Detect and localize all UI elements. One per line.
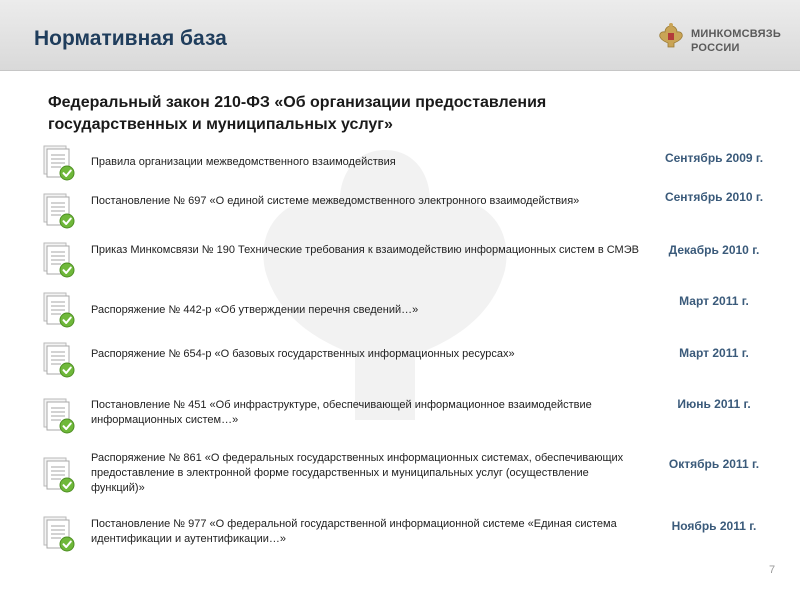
approved-document-icon <box>42 242 76 278</box>
document-title: Распоряжение № 861 «О федеральных государственных информационных системах, обеспечивающих предоставление в электронной форме государственных и муниципальных услуг (осуществление функций)» <box>91 452 624 494</box>
approved-document-icon <box>42 457 76 493</box>
header-bar <box>0 0 800 71</box>
approved-document-icon <box>42 145 76 181</box>
law-heading: Федеральный закон 210-ФЗ «Об организации предоставления государственных и муниципальных услуг» <box>48 94 547 133</box>
document-date: Март 2011 г. <box>679 346 749 360</box>
document-date: Октябрь 2011 г. <box>668 457 760 471</box>
document-date: Ноябрь 2011 г. <box>671 519 757 533</box>
approved-document-icon <box>42 398 76 434</box>
ministry-logo <box>657 22 781 62</box>
document-title: Постановление № 451 «Об инфраструктуре, обеспечивающей информационное взаимодействие информационных систем…» <box>91 399 592 426</box>
document-date: Сентябрь 2010 г. <box>664 190 764 204</box>
document-date: Декабрь 2010 г. <box>668 243 760 257</box>
document-date: Март 2011 г. <box>679 294 749 308</box>
document-title: Распоряжение № 442-р «Об утверждении перечня сведений…» <box>91 304 419 316</box>
page-number: 7 <box>769 564 776 576</box>
logo-line-1: МИНКОМСВЯЗЬ <box>691 28 781 40</box>
approved-document-icon <box>42 292 76 328</box>
approved-document-icon <box>42 342 76 378</box>
document-date: Сентябрь 2009 г. <box>664 151 764 165</box>
document-title: Правила организации межведомственного взаимодействия <box>91 156 396 168</box>
document-title: Распоряжение № 654-р «О базовых государственных информационных ресурсах» <box>91 348 515 360</box>
document-date: Июнь 2011 г. <box>677 397 751 411</box>
logo-text <box>691 27 781 55</box>
approved-document-icon <box>42 193 76 229</box>
emblem-icon <box>657 22 685 52</box>
logo-line-2: РОССИИ <box>691 42 740 54</box>
document-title: Постановление № 697 «О единой системе межведомственного электронного взаимодействия» <box>91 195 580 207</box>
approved-document-icon <box>42 516 76 552</box>
page-title: Нормативная база <box>34 27 227 50</box>
document-title: Приказ Минкомсвязи № 190 Технические требования к взаимодействию информационных систем в СМЭВ <box>91 244 639 256</box>
document-title: Постановление № 977 «О федеральной государственной информационной системе «Единая система идентификации и аутентификации…» <box>91 518 617 545</box>
